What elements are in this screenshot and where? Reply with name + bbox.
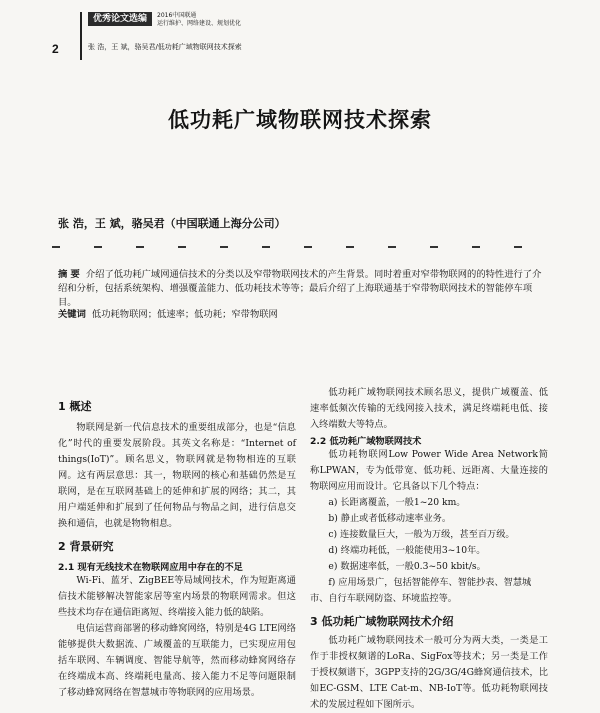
background-paragraph-2: 电信运营商部署的移动蜂窝网络，特别是4G LTE网络能够提供大数据流、广域覆盖的互联能力，已实现应用包括车联网、车辆调度、智能导航等，然而移动蜂窝网络存在终端成本高、终端耗电量高、接入能力不足等问题限制了移动蜂窝网络在智慧城市等物联网的应用场景。 [58, 623, 296, 698]
abstract [58, 268, 548, 310]
list-item: f) 应用场景广，包括智能停车、智能抄表、智慧城市、自行车联网防盗、环境监控等。 [310, 577, 532, 604]
keywords-label: 关键词 [58, 309, 86, 320]
heading-overview: 1 概述 [58, 400, 92, 413]
abstract-text: 介绍了低功耗广域网通信技术的分类以及窄带物联网技术的产生背景。同时着重对窄带物联网的的特性进行了介绍和分析，包括系统架构、增强覆盖能力、低功耗技术等等；最后介绍了上海联通基于窄带物联网技术的智能停车项目。 [58, 269, 542, 308]
list-item: b) 静止或者低移动速率业务。 [328, 513, 452, 524]
paper-authors: 张 浩，王 斌，骆吴君（中国联通上海分公司） [58, 217, 286, 230]
header-authors: 张 浩，王 斌，骆吴君/低功耗广域物联网技术探索 [88, 43, 242, 51]
page-number: 2 [52, 42, 59, 56]
header-small-line2: 运行维护、网络建设、规划优化 [157, 20, 242, 27]
list-item: a) 长距离覆盖，一般1~20 km。 [328, 497, 466, 508]
list-item: c) 连接数量巨大，一般为万级，甚至百万级。 [328, 529, 515, 540]
separator-dashes [52, 246, 552, 248]
keywords-text: 低功耗物联网；低速率；低功耗；窄带物联网 [91, 309, 278, 320]
list-item: d) 终端功耗低，一般能使用3~10年。 [328, 545, 486, 556]
background-paragraph-1: Wi-Fi、蓝牙、ZigBEE等局域网技术，作为短距离通信技术能够解决智能家居等室内场景的物联网需求。但这些技术均存在通信距离短、终端接入能力低的缺陷。 [58, 575, 296, 618]
overview-paragraph: 物联网是新一代信息技术的重要组成部分，也是“信息化”时代的重要发展阶段。其英文名称是：“Internet of things(IoT)”。顾名思义，物联网就是物物相连的互联网。这有两层意思：其一，物联网的核心和基础仍然是互联网，是在互联网基础上的延伸和扩展的网络；其二，其用户端延伸和扩展到了任何物品与物品之间，进行信息交换和通信，也就是物物相息。 [58, 422, 296, 529]
lpwan-paragraph: 低功耗物联网Low Power Wide Area Network简称LPWAN，专为低带宽、低功耗、远距离、大量连接的物联网应用而设计。它具备以下几个特点： [310, 449, 548, 492]
header-small-line1: 2016中国联通 [157, 12, 197, 19]
heading-3: 3 低功耗广域物联网技术介绍 [310, 615, 454, 628]
heading-2-1: 2.1 现有无线技术在物联网应用中存在的不足 [58, 562, 243, 573]
heading-background: 2 背景研究 [58, 540, 114, 553]
lpwan-intro-paragraph: 低功耗广域物联网技术顾名思义，提供广域覆盖、低速率低频次传输的无线网接入技术，满足终端耗电低、接入终端数大等特点。 [310, 387, 548, 430]
right-column [310, 385, 548, 713]
header-divider [80, 12, 82, 60]
left-column [58, 398, 296, 701]
list-item: e) 数据速率低，一般0.3~50 kbit/s。 [328, 561, 486, 572]
keywords [58, 306, 278, 320]
feature-list [310, 495, 548, 607]
heading-2-2: 2.2 低功耗广域物联网技术 [310, 436, 422, 447]
paper-title: 低功耗广域物联网技术探索 [168, 107, 432, 132]
section-badge: 优秀论文选编 [88, 12, 152, 26]
section-3-paragraph: 低功耗广域物联网技术一般可分为两大类，一类是工作于非授权频谱的LoRa、SigFox等技术；另一类是工作于授权频谱下，3GPP支持的2G/3G/4G蜂窝通信技术，比如EC-GSM、LTE Cat-m、NB-IoT等。低功耗物联网技术的发展过程如下图所示。 [310, 635, 548, 710]
abstract-label: 摘 要 [58, 269, 80, 280]
